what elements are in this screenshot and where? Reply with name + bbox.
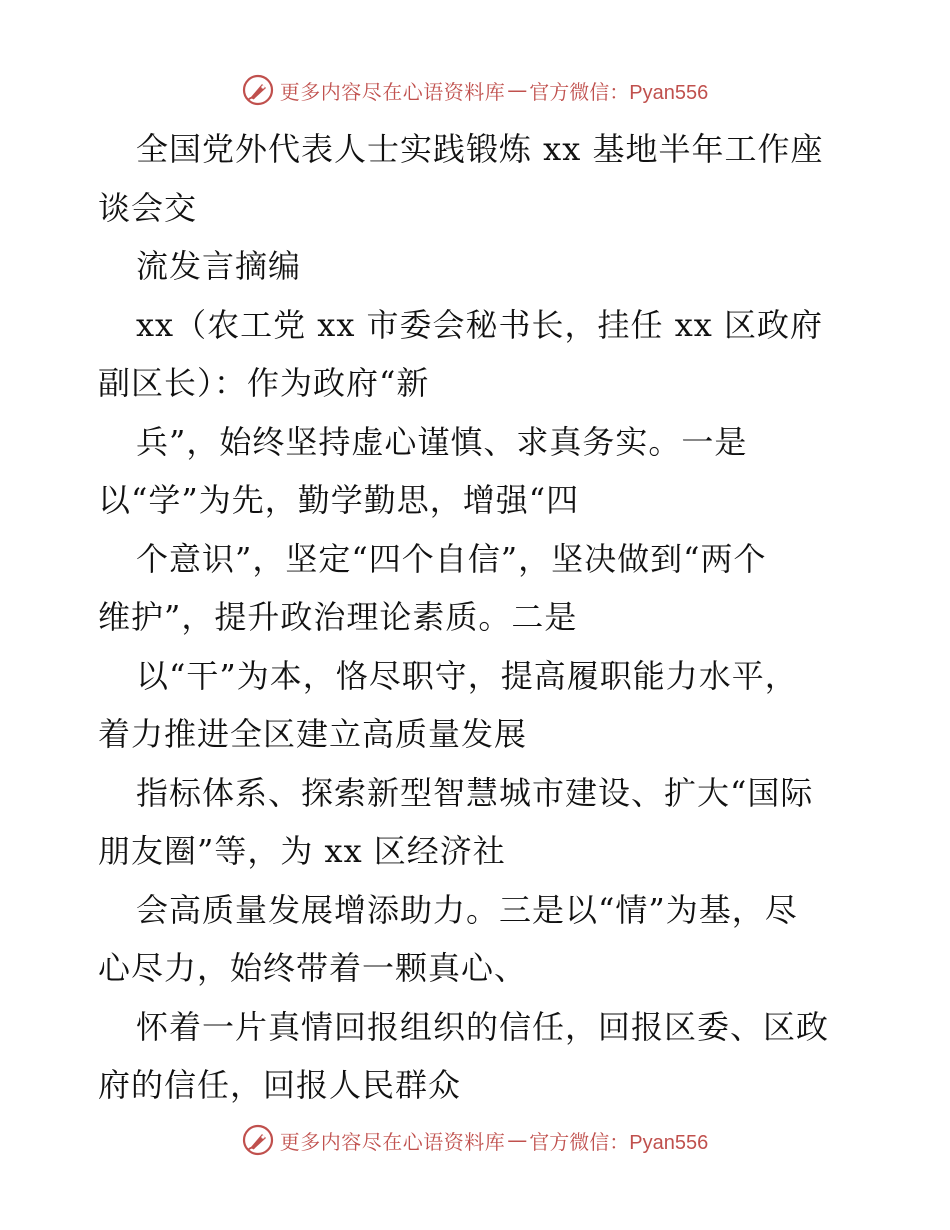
banner-separator: — bbox=[507, 1128, 528, 1152]
banner-contact: 官方微信：Pyan556 bbox=[529, 81, 709, 104]
text-line: 怀着一片真情回报组织的信任，回报区委、区政 bbox=[136, 1007, 830, 1046]
text-line: 维护”，提升政治理论素质。二是 bbox=[98, 598, 578, 636]
text-line: 朋友圈”等，为 xx 区经济社 bbox=[98, 832, 506, 870]
text-line: 以“学”为先，勤学勤思，增强“四 bbox=[98, 481, 580, 519]
document-body bbox=[98, 120, 858, 1115]
text-line: 以“干”为本，恪尽职守，提高履职能力水平， bbox=[136, 656, 798, 695]
text-line: 谈会交 bbox=[98, 188, 198, 227]
banner-separator: — bbox=[507, 78, 528, 102]
banner-contact: 官方微信：Pyan556 bbox=[529, 1131, 709, 1154]
text-line: 会高质量发展增添助力。三是以“情”为基，尽 bbox=[136, 890, 798, 929]
text-line: xx（农工党 xx 市委会秘书长，挂任 xx 区政府 bbox=[136, 305, 823, 344]
text-line: 副区长）：作为政府“新 bbox=[98, 364, 430, 402]
pen-nib-logo-icon bbox=[242, 1124, 274, 1156]
text-line: 府的信任，回报人民群众 bbox=[98, 1066, 462, 1104]
banner-slogan: 更多内容尽在心语资料库 bbox=[279, 79, 506, 104]
header-watermark-banner bbox=[0, 70, 950, 110]
pen-nib-logo-icon bbox=[242, 74, 274, 106]
text-line: 个意识”，坚定“四个自信”，坚决做到“两个 bbox=[136, 539, 767, 578]
text-line: 着力推进全区建立高质量发展 bbox=[98, 715, 528, 753]
text-line: 兵”，始终坚持虚心谨慎、求真务实。一是 bbox=[136, 422, 748, 461]
text-line: 流发言摘编 bbox=[136, 247, 302, 285]
footer-watermark-banner bbox=[0, 1120, 950, 1160]
text-line: 指标体系、探索新型智慧城市建设、扩大“国际 bbox=[136, 773, 814, 812]
text-line: 全国党外代表人士实践锻炼 xx 基地半年工作座 bbox=[136, 130, 824, 168]
text-line: 心尽力，始终带着一颗真心、 bbox=[98, 949, 528, 987]
banner-slogan: 更多内容尽在心语资料库 bbox=[279, 1129, 506, 1154]
